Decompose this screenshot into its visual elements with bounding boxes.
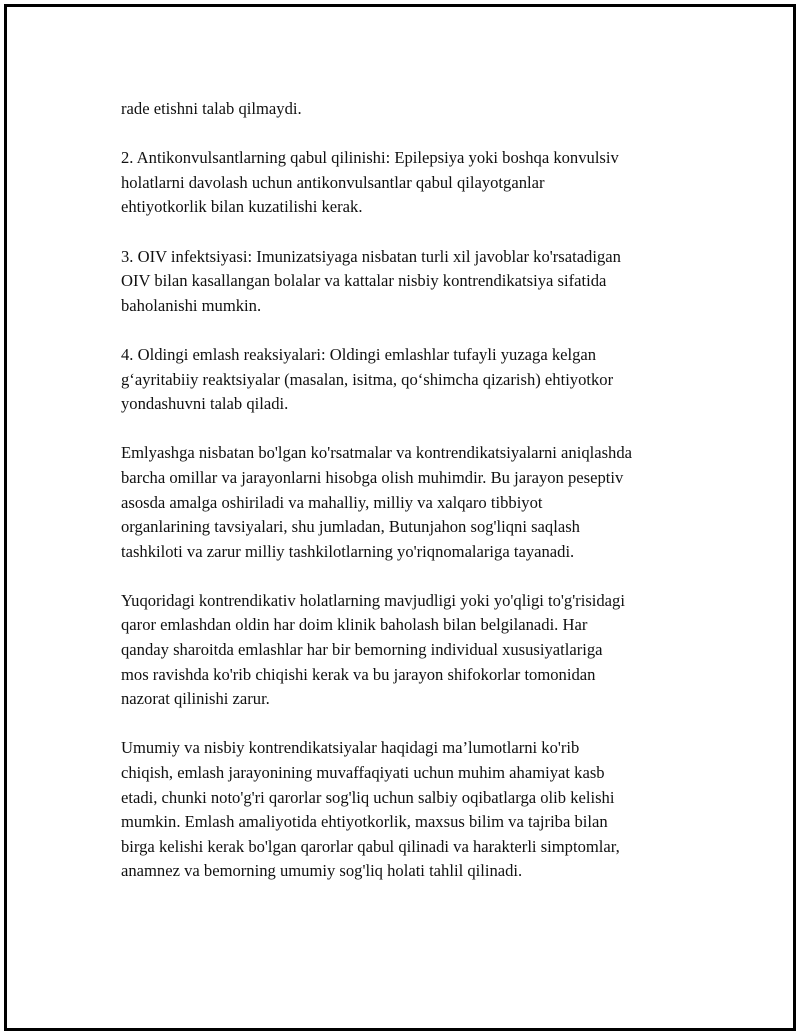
paragraph-indications-overview: Emlyashga nisbatan bo'lgan ko'rsatmalar va kontrendikatsiyalarni aniqlashda barcha omillar va jarayonlarni hisobga olish muhimdir. Bu jarayon peseptiv asosda amalga oshiriladi va mahalliy, milliy va xalqaro tibbiyot organlarining tavsiyalari, shu jumladan, Butunjahon sog'liqni saqlash tashkiloti va zarur milliy tashkilotlarning yo'riqnomalariga tayanadi. <box>121 443 633 561</box>
paragraph-anticonvulsants: 2. Antikonvulsantlarning qabul qilinishi: Epilepsiya yoki boshqa konvulsiv holatlarni davolash uchun antikonvulsantlar qabul qilayotganlar ehtiyotkorlik bilan kuzatilishi kerak. <box>121 148 619 217</box>
paragraph-conclusion: Umumiy va nisbiy kontrendikatsiyalar haqidagi ma’lumotlarni ko'rib chiqish, emlash jarayonining muvaffaqiyati uchun muhim ahamiyat kasb etadi, chunki noto'g'ri qarorlar sog'liq uchun salbiy oqibatlarga olib kelishi mumkin. Emlash amaliyotida ehtiyotkorlik, maxsus bilim va tajriba bilan birga kelishi kerak bo'lgan qarorlar qabul qilinadi va harakterli simptomlar, anamnez va bemorning umumiy sog'liq holati tahlil qilinadi. <box>121 738 620 881</box>
document-body <box>121 97 711 909</box>
paragraph-clinical-assessment: Yuqoridagi kontrendikativ holatlarning mavjudligi yoki yo'qligi to'g'risidagi qaror emlashdan oldin har doim klinik baholash bilan belgilanadi. Har qanday sharoitda emlashlar har bir bemorning individual xususiyatlariga mos ravishda ko'rib chiqishi kerak va bu jarayon shifokorlar tomonidan nazorat qilinishi zarur. <box>121 590 625 709</box>
paragraph-continuation: rade etishni talab qilmaydi. <box>121 99 302 118</box>
paragraph-previous-reactions: 4. Oldingi emlash reaksiyalari: Oldingi emlashlar tufayli yuzaga kelgan g‘ayritabiiy reaktsiyalar (masalan, isitma, qo‘shimcha qizarish) ehtiyotkor yondashuvni talab qiladi. <box>121 344 614 414</box>
paragraph-hiv-infection: 3. OIV infektsiyasi: Imunizatsiyaga nisbatan turli xil javoblar ko'rsatadigan OIV bilan kasallangan bolalar va kattalar nisbiy kontrendikatsiya sifatida baholanishi mumkin. <box>121 246 621 315</box>
page-frame <box>4 4 796 1031</box>
